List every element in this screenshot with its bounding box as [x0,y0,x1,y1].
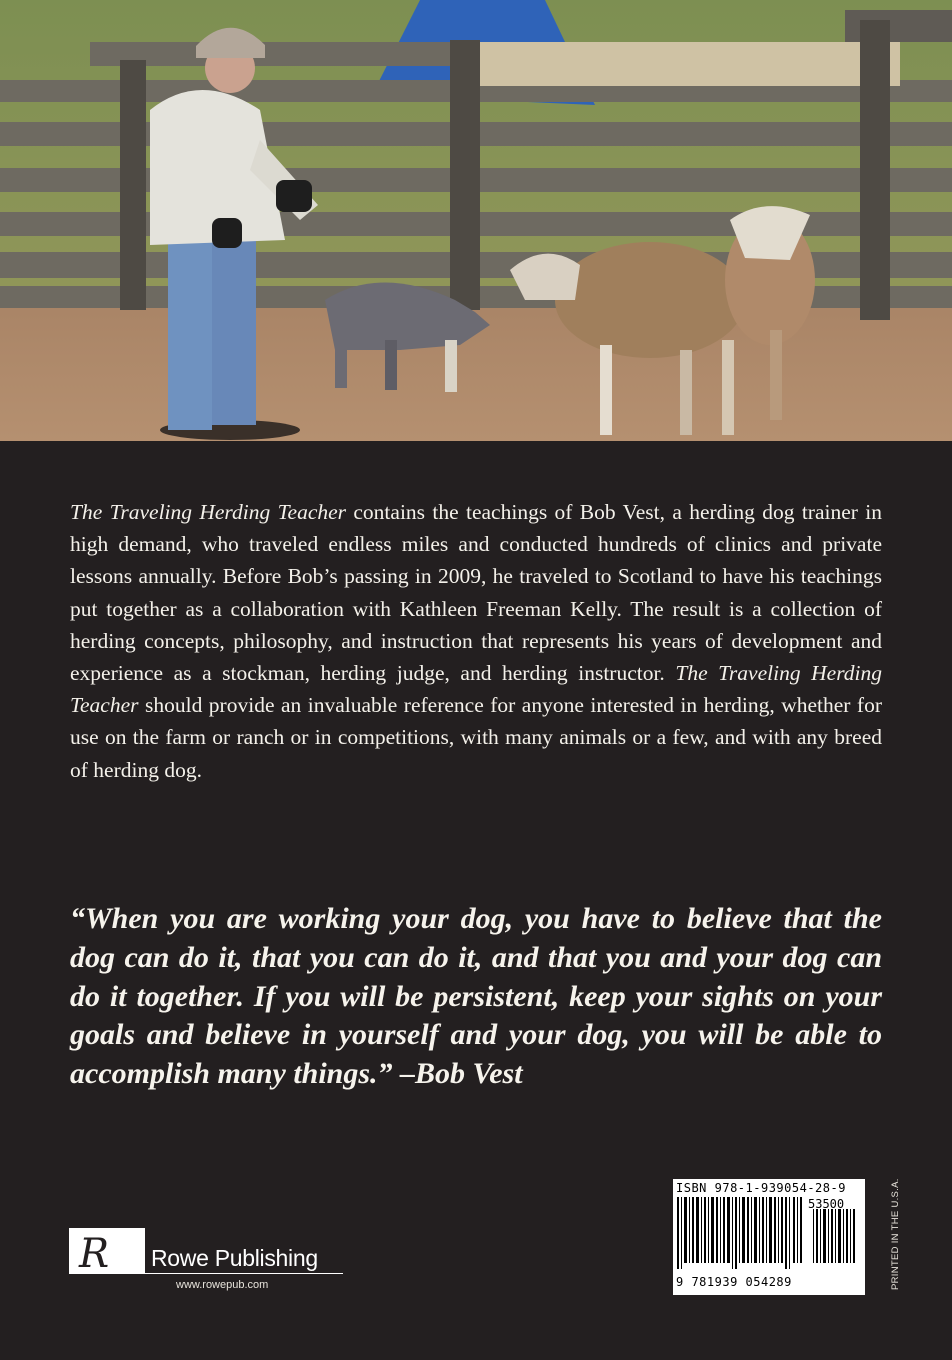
publisher-website: www.rowepub.com [176,1279,269,1291]
printed-in-usa: PRINTED IN THE U.S.A. [890,1178,901,1290]
rowe-logo-icon [69,1228,145,1274]
blurb-text-1: contains the teachings of Bob Vest, a herding dog trainer in high demand, who traveled endless miles and conducted hundreds of clinics and private lessons annually. Before Bob’s passing in 2009, he traveled to Scotland to have his teachings put together as a collaboration with Kathleen Freeman Kelly. The result is a collection of herding concepts, philosophy, and instruction that represents his years of development and experience as a stockman, herding judge, and herding instructor. [70,500,882,686]
cover-photo [0,0,952,441]
cover-blurb [70,496,882,786]
logo-letter: R [79,1231,110,1274]
price-code: 53500 [808,1197,845,1211]
isbn-digits: 9 781939 054289 [676,1275,792,1289]
blurb-title-italic: The Traveling Herding Teacher [70,500,347,524]
isbn-label: ISBN 978-1-939054-28-9 [676,1181,846,1195]
publisher-name: Rowe Publishing [151,1245,318,1271]
herding-photo-icon [0,0,952,441]
blurb-text-2: should provide an invaluable reference for anyone interested in herding, whether for use on the farm or ranch or in competitions, with many animals or a few, and with any breed of herding dog. [70,693,882,782]
logo-divider [145,1273,343,1274]
bob-vest-quote: “When you are working your dog, you have to believe that the dog can do it, that you can do it, and that you and your dog can do it together. If you will be persistent, keep your sights on your goals and believe in yourself and your dog, you will be able to accomplish many things.” –Bob Vest [70,902,882,1091]
blurb-title-italic-2: The Traveling Herding Teacher [70,661,882,718]
